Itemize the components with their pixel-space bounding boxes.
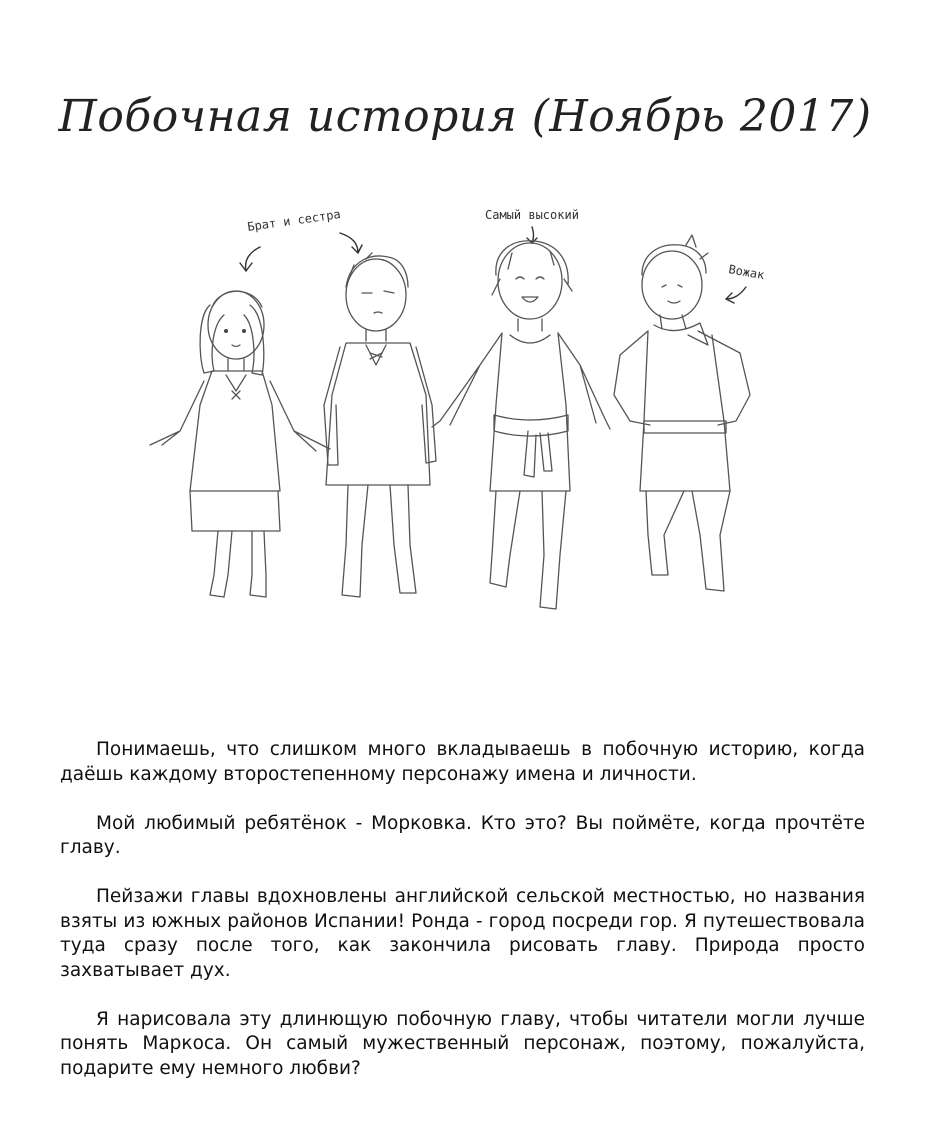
arrow-icon-leader	[726, 287, 746, 303]
character-tallest	[432, 241, 610, 609]
label-tallest: Самый высокий	[485, 208, 579, 222]
label-leader: Вожак	[727, 262, 766, 283]
character-boy	[324, 253, 436, 597]
paragraph-1: Понимаешь, что слишком много вкладываешь в побочную историю, когда даёшь каждому второстепенному персонажу имена и личности.	[60, 739, 865, 785]
commentary-text	[60, 738, 865, 1106]
paragraph-3: Пейзажи главы вдохновлены английской сельской местностью, но названия взяты из южных районов Испании! Ронда - город посреди гор. Я путешествовала туда сразу после того, как закончила рисовать главу. Природа просто захватывает дух.	[60, 886, 865, 981]
label-siblings: Брат и сестра	[246, 207, 342, 234]
character-girl	[150, 291, 330, 597]
character-leader	[614, 235, 750, 591]
arrow-icon-siblings-right	[340, 233, 362, 253]
page-title: Побочная история (Ноябрь 2017)	[58, 91, 872, 143]
paragraph-2: Мой любимый ребятёнок - Морковка. Кто это? Вы поймёте, когда прочтёте главу.	[60, 812, 865, 858]
character-sketch	[140, 195, 790, 625]
arrow-icon-siblings-left	[240, 247, 260, 271]
paragraph-4: Я нарисовала эту длинющую побочную главу, чтобы читатели могли лучше понять Маркоса. Он самый мужественный персонаж, поэтому, пожалуйста, подарите ему немного любви?	[60, 1008, 865, 1079]
character-sketch-illustration	[140, 195, 790, 625]
